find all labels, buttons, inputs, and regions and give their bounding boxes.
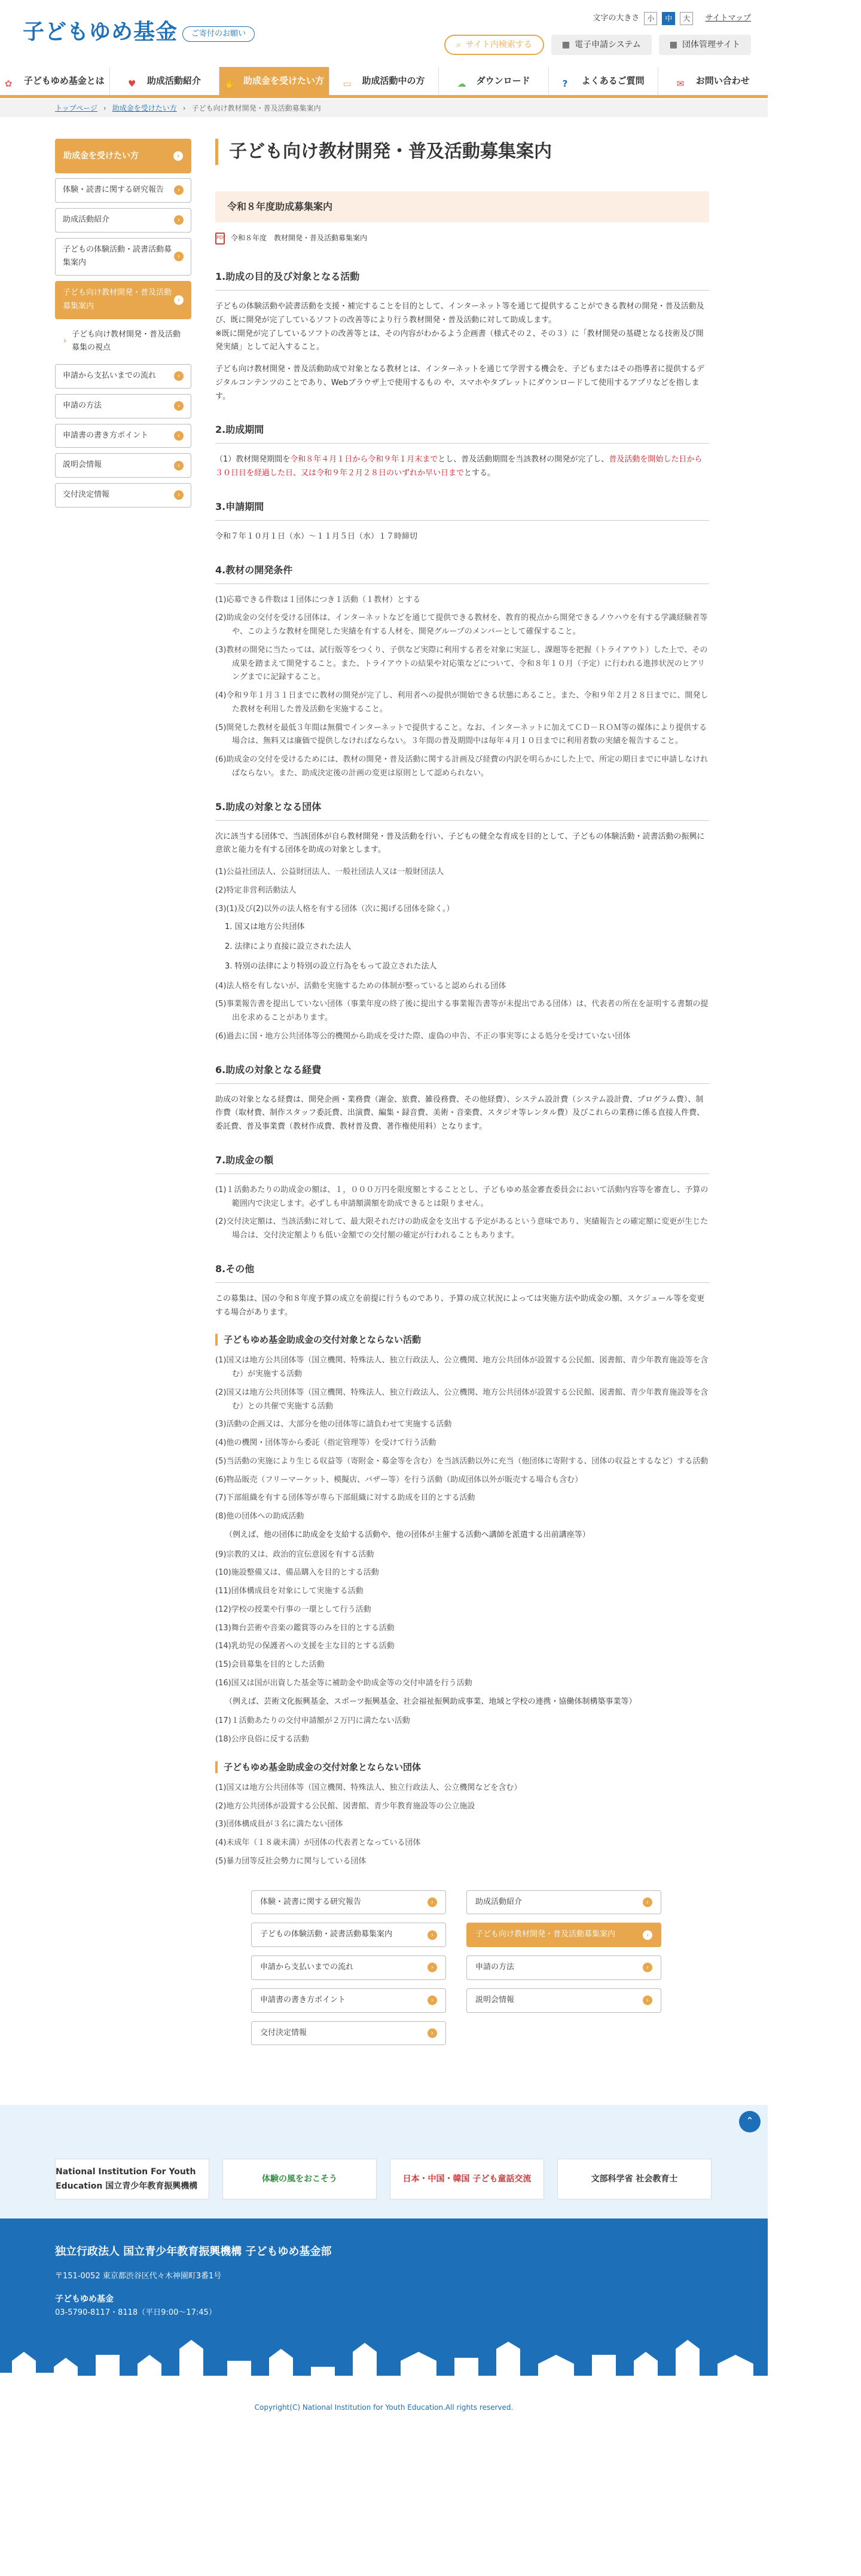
note: ※既に開発が完了しているソフトの改善等とは、その内容がわかるよう企画書（様式その２、その３）に「教材開発の基礎となる技術及び開発実績」として記入すること。 (215, 329, 704, 352)
e-application-button[interactable] (551, 35, 652, 55)
list-item: (1)国又は地方公共団体等（国立機関、特殊法人、独立行政法人、公立機関、地方公共団体が設置する公民館、図書館、青少年教育施設等を含む）が実施する活動 (215, 1356, 709, 1379)
sidebar (55, 139, 191, 2045)
bottom-link-decision[interactable] (251, 2021, 446, 2046)
chevron-right-icon: › (174, 490, 184, 500)
sidebar-item-activities[interactable] (55, 208, 191, 233)
sidebar-item-label: 申請書の書き方ポイント (63, 430, 149, 440)
list-item: (6)物品販売（フリーマーケット、模擬店、バザー等）を行う活動（助成団体以外が販売する場合も含む） (215, 1475, 583, 1484)
nav-label: お問い合わせ (695, 75, 750, 87)
section-other (215, 1261, 709, 1869)
chevron-right-icon: › (174, 371, 184, 381)
section-title: 4.教材の開発条件 (215, 562, 709, 584)
grid-icon: ▦ (561, 40, 570, 50)
site-search-label: サイト内検索する (465, 40, 532, 50)
breadcrumb-current: 子ども向け教材開発・普及活動募集案内 (191, 104, 321, 112)
footer-address: 〒151-0052 東京都渋谷区代々木神園町3番1号 (55, 2271, 222, 2281)
pdf-link[interactable] (215, 232, 709, 245)
e-application-label: 電子申請システム (575, 40, 641, 50)
nav-label: 子どもゆめ基金とは (23, 75, 105, 87)
bottom-link-research[interactable] (251, 1890, 446, 1915)
content-wrap (0, 139, 768, 2045)
font-small-button[interactable]: 小 (644, 12, 657, 25)
link-label: 説明会情報 (475, 1995, 515, 2004)
nav-activities[interactable] (109, 67, 219, 95)
header-buttons (444, 35, 751, 55)
back-to-top-button[interactable] (739, 2111, 761, 2132)
hand-icon: ✋ (224, 78, 236, 89)
banner-niye[interactable]: National Institution For Youth Education 国立青少年教育振興機構 (55, 2159, 209, 2199)
section-title: 1.助成の目的及び対象となる活動 (215, 268, 709, 291)
pdf-label: 令和８年度 教材開発・普及活動募集案内 (231, 234, 368, 242)
chevron-right-icon: › (174, 185, 184, 195)
sidebar-item-decision[interactable] (55, 483, 191, 508)
list-item: (13)舞台芸術や音楽の鑑賞等のみを目的とする活動 (215, 1623, 395, 1633)
text: とする。 (464, 469, 496, 478)
list-item: (5)開発した教材を最低３年間は無償でインターネットで提供すること。なお、インターネットに加えてＣＤ－ＲＯＭ等の媒体により提供する場合は、無料又は廉価で提供しなければならない。３年間の普及期間中は毎年４月１０日までに利用者数の実績を報告すること。 (215, 723, 707, 746)
book-icon: ▭ (343, 78, 352, 89)
chevron-right-icon: › (174, 295, 184, 305)
site-search-button[interactable] (444, 35, 544, 55)
section-expenses (215, 1062, 709, 1134)
link-label: 助成活動紹介 (475, 1897, 523, 1906)
section-eligible-groups (215, 799, 709, 1044)
link-label: 申請の方法 (475, 1963, 515, 1972)
bottom-link-briefing[interactable] (466, 1988, 661, 2013)
chevron-right-icon: › (428, 1963, 437, 1972)
sidebar-item-teaching-material[interactable] (55, 281, 191, 319)
bottom-link-experience[interactable] (251, 1923, 446, 1947)
list-item: (3)活動の企画又は、大部分を他の団体等に請負わせて実施する活動 (215, 1420, 452, 1429)
section-title: 2.助成期間 (215, 421, 709, 444)
list-item: (1)国又は地方公共団体等（国立機関、特殊法人、独立行政法人、公立機関などを含む） (215, 1783, 522, 1792)
nav-in-progress[interactable] (329, 67, 439, 95)
page-title: 子ども向け教材開発・普及活動募集案内 (215, 139, 709, 165)
chevron-up-icon: ⌃ (746, 2115, 754, 2127)
nav-label: ダウンロード (476, 75, 530, 87)
banner-taiken[interactable]: 体験の風をおこそう (222, 2159, 377, 2199)
footer-org: 独立行政法人 国立青少年教育振興機構 子どもゆめ基金部 (55, 2245, 332, 2259)
chevron-right-icon: › (428, 2028, 437, 2038)
site-header (0, 0, 768, 67)
list-item: (17)１活動あたりの交付申請額が２万円に満たない活動 (215, 1716, 410, 1726)
sub-item: 1. 国又は地方公共団体 (225, 922, 305, 932)
sidebar-head[interactable] (55, 139, 191, 173)
text: （1）教材開発期間を (215, 455, 291, 465)
global-nav (0, 67, 768, 98)
highlight-text: 普及活動を開始した日から３０日目を経過した日、又は令和９年２月２８日のいずれか早い日まで (215, 455, 703, 478)
text: 子どもの体験活動や読書活動を支援・補完することを目的として、インターネット等を通じて提供することができる教材の開発・普及活動及び、既に開発が完了しているソフトの改善等により行う教材開発・普及活動に対して助成します。 (215, 302, 704, 325)
text: とし、普及活動期間を当該教材の開発が完了し、 (438, 455, 609, 465)
list-item: (1)公益社団法人、公益財団法人、一般社団法人又は一般財団法人 (215, 867, 444, 876)
bottom-links (251, 1890, 661, 2046)
bottom-link-flow[interactable] (251, 1955, 446, 1980)
list-item: (1)応募できる件数は１団体につき１活動（１教材）とする (215, 595, 421, 604)
sitemap-link[interactable]: サイトマップ (705, 14, 751, 23)
list-item: (5)事業報告書を提出していない団体（事業年度の終了後に提出する事業報告書等が未提出である団体）は、代表者の所在を証明する書類の提出を求めることがあります。 (215, 1000, 709, 1022)
footer-tel: 03-5790-8117・8118（平日9:00～17:45） (55, 2308, 216, 2317)
flower-icon: ✿ (4, 78, 13, 89)
chevron-right-icon: › (643, 1930, 652, 1940)
banner-area (0, 2105, 768, 2219)
list-item: (1)１活動あたりの助成金の額は、１，０００万円を限度額とすることとし、子どもゆめ基金審査委員会において活動内容等を審査し、予算の範囲内で決定します。必ずしも申請額満額を助成できるとは限りません。 (215, 1185, 709, 1208)
group-admin-label: 団体管理サイト (682, 40, 740, 50)
list-item: (2)交付決定額は、当該活動に対して、最大限それだけの助成金を支出する予定があるという意味であり、実績報告との確定額に変更が生じた場合は、交付決定額よりも低い金額での交付額の確定が行われることもあります。 (215, 1217, 709, 1240)
section-title: 6.助成の対象となる経費 (215, 1062, 709, 1084)
paragraph (215, 453, 709, 481)
list-item: (5)暴力団等反社会勢力に関与している団体 (215, 1856, 367, 1866)
sidebar-item-briefing[interactable] (55, 453, 191, 478)
chevron-right-icon: › (643, 1996, 652, 2005)
breadcrumb (0, 99, 768, 117)
font-medium-button[interactable]: 中 (662, 12, 675, 25)
bottom-link-teaching-material[interactable] (466, 1923, 661, 1947)
nav-apply[interactable] (219, 67, 329, 95)
chevron-right-icon: › (643, 1963, 652, 1972)
paragraph: 助成の対象となる経費は、開発企画・業務費（謝金、旅費、雑役務費、その他経費）、システム設計費（システム設計費、プログラム費）、制作費（取材費、制作スタッフ委託費、出演費、編集・録音費、美術・音楽費、スタジオ等レンタル費）及びこれらの業務に係る直接人件費、委託費、普及事業費（教材作成費、教材普及費、著作権使用料）となります。 (215, 1095, 705, 1131)
list-item: (12)学校の授業や行事の一環として行う活動 (215, 1605, 371, 1614)
chevron-right-icon: › (174, 461, 184, 470)
link-label: 子どもの体験活動・読書活動募集案内 (260, 1930, 393, 1939)
grid-icon: ▦ (669, 40, 677, 50)
mail-icon: ✉ (676, 78, 685, 89)
sidebar-item-research[interactable] (55, 178, 191, 203)
paragraph (215, 300, 709, 355)
sidebar-item-label: 申請から支払いまでの流れ (63, 371, 157, 380)
breadcrumb-top[interactable]: トップページ (55, 104, 97, 112)
paragraph: 次に該当する団体で、当該団体が自ら教材開発・普及活動を行い、子どもの健全な育成を目的として、子どもの体験活動・読書活動の振興に意欲と能力を有する団体を助成の対象とします。 (215, 832, 705, 855)
nav-label: 助成活動紹介 (146, 75, 201, 87)
list-item: (11)団体構成員を対象にして実施する活動 (215, 1587, 364, 1596)
link-label: 体験・読書に関する研究報告 (260, 1897, 362, 1906)
sidebar-item-viewpoint[interactable] (55, 325, 191, 359)
group-admin-button[interactable] (659, 35, 751, 55)
link-label: 申請から支払いまでの流れ (260, 1963, 354, 1972)
sidebar-item-label: 交付決定情報 (63, 490, 110, 499)
sub-item: （例えば、他の団体に助成金を支給する活動や、他の団体が主催する活動へ講師を派遣する出前講座等） (225, 1530, 590, 1539)
question-icon: ? (562, 78, 568, 89)
chevron-right-icon: › (174, 431, 184, 441)
search-icon: ⌕ (456, 40, 461, 50)
nav-contact[interactable] (658, 67, 768, 95)
town-silhouette (0, 2325, 768, 2397)
nav-label: よくあるご質問 (581, 75, 645, 87)
sidebar-item-label: › 子ども向け教材開発・普及活動募集の視点 (72, 329, 181, 353)
chevron-right-icon: › (173, 151, 183, 161)
breadcrumb-separator: › (182, 104, 186, 112)
highlight-text: 令和８年４月１日から令和９年１月末まで (290, 455, 438, 465)
chevron-right-icon: › (174, 252, 184, 261)
copyright: Copyright(C) National Institution for Youth Education.All rights reserved. (254, 2403, 514, 2412)
application-period: 令和７年１０月１日（水）～１１月５日（水）１７時締切 (215, 531, 418, 541)
list-item: (2)国又は地方公共団体等（国立機関、特殊法人、独立行政法人、公立機関、地方公共団体が設置する公民館、図書館、青少年教育施設等を含む）との共催で実施する活動 (215, 1388, 709, 1411)
chevron-right-icon: › (174, 401, 184, 411)
list-item: (14)乳幼児の保護者への支援を主な目的とする活動 (215, 1642, 395, 1651)
section-period (215, 421, 709, 481)
nav-label: 助成金を受けたい方 (243, 75, 324, 87)
section-amount (215, 1152, 709, 1243)
list-item: (10)施設整備又は、備品購入を目的とする活動 (215, 1568, 379, 1578)
sidebar-item-label: 申請の方法 (63, 401, 102, 410)
list-item: (8)他の団体への助成活動 (215, 1512, 304, 1521)
site-logo[interactable]: 子どもゆめ基金 (23, 20, 178, 44)
section-title: 5.助成の対象となる団体 (215, 799, 709, 821)
bottom-link-method[interactable] (466, 1955, 661, 1980)
link-label: 子ども向け教材開発・普及活動募集案内 (475, 1930, 616, 1939)
chevron-right-icon: › (174, 215, 184, 225)
paragraph: 子ども向け教材開発・普及活動助成で対象となる教材とは、インターネットを通じて学習する機会を、子どもまたはその指導者に提供するデジタルコンテンツのことであり、Webブラウザ上で使用するもの や、スマホやタブレットにダウンロードして使用するアプリなどを指します。 (215, 365, 704, 401)
sidebar-item-label: 子ども向け教材開発・普及活動募集案内 (63, 288, 172, 311)
banner-douwa[interactable]: 日本・中国・韓国 子ども童話交流 (390, 2159, 544, 2199)
list-item: (15)会員募集を目的とした活動 (215, 1660, 325, 1669)
breadcrumb-parent[interactable]: 助成金を受けたい方 (112, 104, 177, 112)
sub-item: （例えば、芸術文化振興基金、スポーツ振興基金、社会福祉振興助成事業、地域と学校の連携・協働体制構築事業等） (225, 1697, 637, 1706)
list-item: (4)未成年（１８歳未満）が団体の代表者となっている団体 (215, 1838, 421, 1847)
breadcrumb-separator: › (103, 104, 106, 112)
list-item: (5)当活動の実施により生じる収益等（寄附金・募金等を含む）を当該活動以外に充当（他団体に寄附する、団体の収益とするなど）する活動 (215, 1456, 709, 1466)
list-item: (6)助成金の交付を受けるためには、教材の開発・普及活動に関する計画及び経費の内訳を明らかにした上で、所定の期日までに申請しなければならない。また、助成決定後の計画の変更は原則として認められない。 (215, 755, 709, 778)
sidebar-head-label: 助成金を受けたい方 (63, 151, 139, 161)
header-tools (593, 12, 751, 26)
sidebar-item-method[interactable] (55, 394, 191, 418)
list-item: (3)団体構成員が３名に満たない団体 (215, 1820, 343, 1829)
banner-shakai-kyoiku[interactable]: 文部科学省 社会教育士 (557, 2159, 712, 2199)
font-size-label: 文字の大きさ (593, 14, 640, 23)
sidebar-item-label: 助成活動紹介 (63, 215, 110, 224)
list-item: (3)教材の開発に当たっては、試行版等をつくり、子供など実際に利用する者を対象に実証し、課題等を把握（トライアウト）した上で、その成果を踏まえて開発すること。また、トライアウトの結果や対応策などについて、令和８年１０月（予定）に行われる進捗状況のヒアリングまでに記録すること。 (215, 645, 708, 682)
excluded-groups-title: 子どもゆめ基金助成金の交付対象とならない団体 (215, 1761, 709, 1773)
list-item: (2)地方公共団体が設置する公民館、図書館、青少年教育施設等の公立施設 (215, 1801, 475, 1811)
list-item: (4)令和９年１月３１日までに教材の開発が完了し、利用者への提供が開始できる状態にあること。また、令和９年２月２８日までに、開発した教材を利用した普及活動を実施すること。 (215, 691, 709, 714)
list-item: (4)他の機関・団体等から委託（指定管理等）を受けて行う活動 (215, 1438, 436, 1447)
nav-faq[interactable] (548, 67, 658, 95)
section-title: 7.助成金の額 (215, 1152, 709, 1174)
bottom-link-activities[interactable] (466, 1890, 661, 1915)
sidebar-item-flow[interactable] (55, 364, 191, 389)
font-large-button[interactable]: 大 (680, 12, 693, 25)
sub-item: 2. 法律により直接に設立された法人 (225, 942, 352, 951)
paragraph: この募集は、国の令和８年度予算の成立を前提に行うものであり、予算の成立状況によっては実施方法や助成金の額、スケジュール等を変更する場合があります。 (215, 1294, 705, 1317)
cloud-icon: ☁ (457, 78, 466, 89)
excluded-activities-title: 子どもゆめ基金助成金の交付対象とならない活動 (215, 1334, 709, 1346)
list-item: (18)公序良俗に反する活動 (215, 1735, 309, 1744)
nav-download[interactable] (438, 67, 548, 95)
nav-about[interactable] (0, 67, 109, 95)
link-label: 交付決定情報 (260, 2028, 307, 2037)
bottom-link-writing-points[interactable] (251, 1988, 446, 2013)
chevron-right-icon: › (428, 1897, 437, 1907)
section-title: 8.その他 (215, 1261, 709, 1283)
notice-title: 令和８年度助成募集案内 (215, 191, 709, 222)
chevron-right-icon: › (643, 1897, 652, 1907)
sidebar-item-experience[interactable] (55, 238, 191, 276)
footer-fund: 子どもゆめ基金 (55, 2294, 114, 2304)
list-item: (16)国又は国が出資した基金等に補助金や助成金等の交付申請を行う活動 (215, 1678, 472, 1688)
main-content (215, 139, 709, 2045)
sub-item: 3. 特別の法律により特別の設立行為をもって設立された法人 (225, 961, 437, 971)
section-conditions (215, 562, 709, 781)
list-item: (2)助成金の交付を受ける団体は、インターネットなどを通じて提供できる教材を、教育的視点から開発できるノウハウを有する学識経験者等や、このような教材を開発した実績を有する人材を、開発グループのメンバーとして確保すること。 (215, 613, 708, 636)
sidebar-item-writing-points[interactable] (55, 424, 191, 448)
list-item: (7)下部組織を有する団体等が専ら下部組織に対する助成を目的とする活動 (215, 1493, 475, 1503)
heart-icon: ♥ (127, 78, 136, 89)
list-item: (6)過去に国・地方公共団体等公的機関から助成を受けた際、虚偽の申告、不正の事実等による処分を受けていない団体 (215, 1031, 631, 1041)
pdf-icon: PDF (215, 233, 225, 245)
chevron-right-icon: › (428, 1996, 437, 2005)
sidebar-item-label: 子どもの体験活動・読書活動募集案内 (63, 245, 172, 268)
list-item: (9)宗教的又は、政治的宣伝意図を有する活動 (215, 1550, 374, 1559)
site-footer (0, 2219, 768, 2397)
sidebar-item-label: 体験・読書に関する研究報告 (63, 185, 164, 194)
list-item: (3)(1)及び(2)以外の法人格を有する団体（次に掲げる団体を除く。） (215, 904, 454, 913)
link-label: 申請書の書き方ポイント (260, 1995, 346, 2004)
chevron-right-icon: › (428, 1930, 437, 1940)
section-application-period (215, 499, 709, 544)
nav-label: 助成活動中の方 (362, 75, 425, 87)
donation-link[interactable]: ご寄付のお願い (182, 26, 255, 42)
sidebar-item-label: 説明会情報 (63, 460, 102, 470)
list-item: (4)法人格を有しないが、活動を実施するための体制が整っていると認められる団体 (215, 981, 506, 991)
list-item: (2)特定非営利活動法人 (215, 885, 297, 895)
section-purpose (215, 268, 709, 404)
section-title: 3.申請期間 (215, 499, 709, 521)
